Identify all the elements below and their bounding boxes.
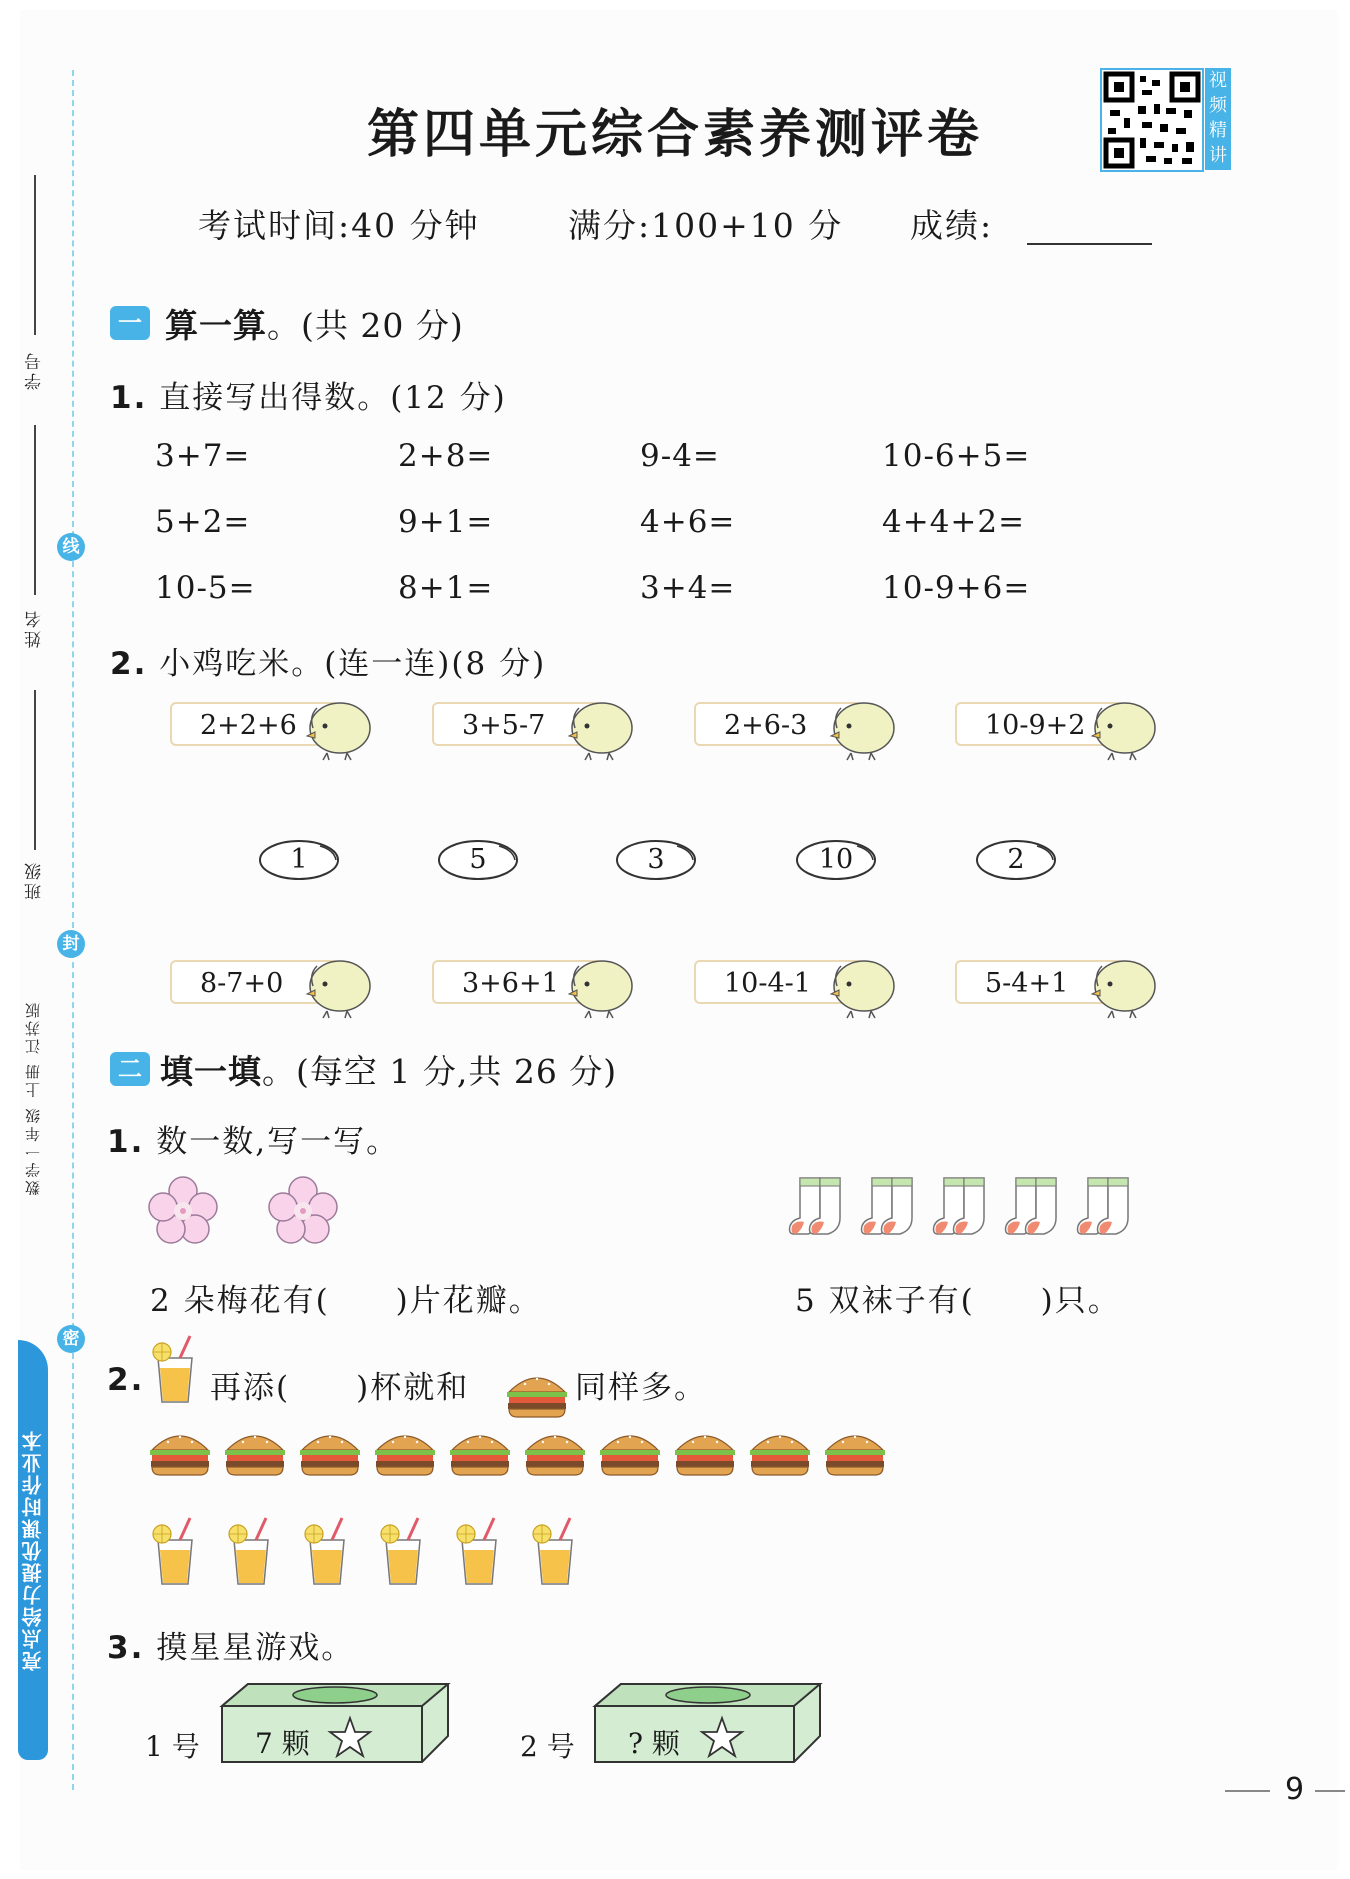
section1-title: 算一算 bbox=[165, 306, 267, 345]
s2q3-text: 摸星星游戏。 bbox=[156, 1630, 355, 1666]
score-label: 成绩: bbox=[910, 206, 994, 245]
s1q2-number: 2. bbox=[110, 646, 148, 682]
box2-content: ? 颗 bbox=[628, 1727, 680, 1760]
page-dash-left bbox=[1225, 1790, 1270, 1792]
s2q3-number: 3. bbox=[107, 1630, 145, 1666]
chick-expression[interactable]: 10-9+2 bbox=[955, 702, 1125, 746]
equation[interactable]: 10-5= bbox=[155, 570, 256, 606]
box1-label: 1 号 bbox=[145, 1730, 200, 1763]
class-label: 班级 bbox=[25, 860, 45, 900]
name-label: 姓名 bbox=[25, 608, 45, 648]
equation[interactable]: 3+4= bbox=[640, 570, 736, 606]
section1-badge: 一 bbox=[110, 306, 150, 340]
brand-strip: 亮点给力提优课时作业本 bbox=[18, 1340, 48, 1760]
flower-question[interactable]: 2 朵梅花有( )片花瓣。 bbox=[150, 1283, 542, 1319]
video-tag: 视 频 精 讲 bbox=[1205, 68, 1231, 170]
chick-expression[interactable]: 2+6-3 bbox=[694, 702, 864, 746]
s2q1-number: 1. bbox=[107, 1124, 145, 1160]
sock-question[interactable]: 5 双袜子有( )只。 bbox=[795, 1283, 1121, 1319]
box2-label: 2 号 bbox=[520, 1730, 575, 1763]
chick-expression[interactable]: 8-7+0 bbox=[170, 960, 340, 1004]
equation[interactable]: 3+7= bbox=[155, 438, 251, 474]
s2q2-num: 2. bbox=[107, 1362, 145, 1398]
rice-grain[interactable]: 1 bbox=[258, 838, 340, 882]
chick-expression[interactable]: 3+5-7 bbox=[432, 702, 602, 746]
section2-title: 填一填 bbox=[160, 1052, 262, 1091]
seal-close-badge: 密 bbox=[57, 1325, 85, 1353]
rice-grain[interactable]: 3 bbox=[615, 838, 697, 882]
seal-fold-badge: 封 bbox=[57, 930, 85, 958]
equation[interactable]: 8+1= bbox=[398, 570, 494, 606]
equation[interactable]: 5+2= bbox=[155, 504, 251, 540]
chick-expression[interactable]: 2+2+6 bbox=[170, 702, 340, 746]
s2q1-text: 数一数,写一写。 bbox=[156, 1124, 400, 1160]
page-number: 9 bbox=[1285, 1772, 1305, 1807]
exam-time: 考试时间:40 分钟 bbox=[198, 206, 480, 245]
equation[interactable]: 4+6= bbox=[640, 504, 736, 540]
student-no-label: 学号 bbox=[25, 350, 45, 390]
equation[interactable]: 10-9+6= bbox=[882, 570, 1031, 606]
chick-expression[interactable]: 5-4+1 bbox=[955, 960, 1125, 1004]
rice-grain[interactable]: 2 bbox=[975, 838, 1057, 882]
seal-line-badge: 线 bbox=[57, 533, 85, 561]
chick-expression[interactable]: 10-4-1 bbox=[694, 960, 864, 1004]
rice-grain[interactable]: 5 bbox=[437, 838, 519, 882]
full-score: 满分:100+10 分 bbox=[568, 206, 844, 245]
chick-expression[interactable]: 3+6+1 bbox=[432, 960, 602, 1004]
s1q1-text: 直接写出得数。(12 分) bbox=[159, 380, 507, 416]
page-title: 第四单元综合素养测评卷 bbox=[366, 104, 983, 165]
equation[interactable]: 9+1= bbox=[398, 504, 494, 540]
section2-badge: 二 bbox=[110, 1052, 150, 1086]
section2-score: 。(每空 1 分,共 26 分) bbox=[262, 1052, 618, 1091]
s2q2-text-b: 同样多。 bbox=[575, 1370, 707, 1406]
box1-content: 7 颗 bbox=[255, 1727, 310, 1760]
s2q2-text-a[interactable]: 再添( )杯就和 bbox=[210, 1370, 470, 1406]
page-dash-right bbox=[1315, 1790, 1345, 1792]
s1q1-number: 1. bbox=[110, 380, 148, 416]
equation[interactable]: 10-6+5= bbox=[882, 438, 1031, 474]
equation[interactable]: 9-4= bbox=[640, 438, 720, 474]
s1q2-text: 小鸡吃米。(连一连)(8 分) bbox=[159, 646, 547, 682]
equation[interactable]: 4+4+2= bbox=[882, 504, 1026, 540]
section1-score: 。(共 20 分) bbox=[267, 306, 464, 345]
equation[interactable]: 2+8= bbox=[398, 438, 494, 474]
book-info-label: 数学一年级 上册 江苏版 bbox=[24, 1000, 42, 1196]
rice-grain[interactable]: 10 bbox=[795, 838, 877, 882]
